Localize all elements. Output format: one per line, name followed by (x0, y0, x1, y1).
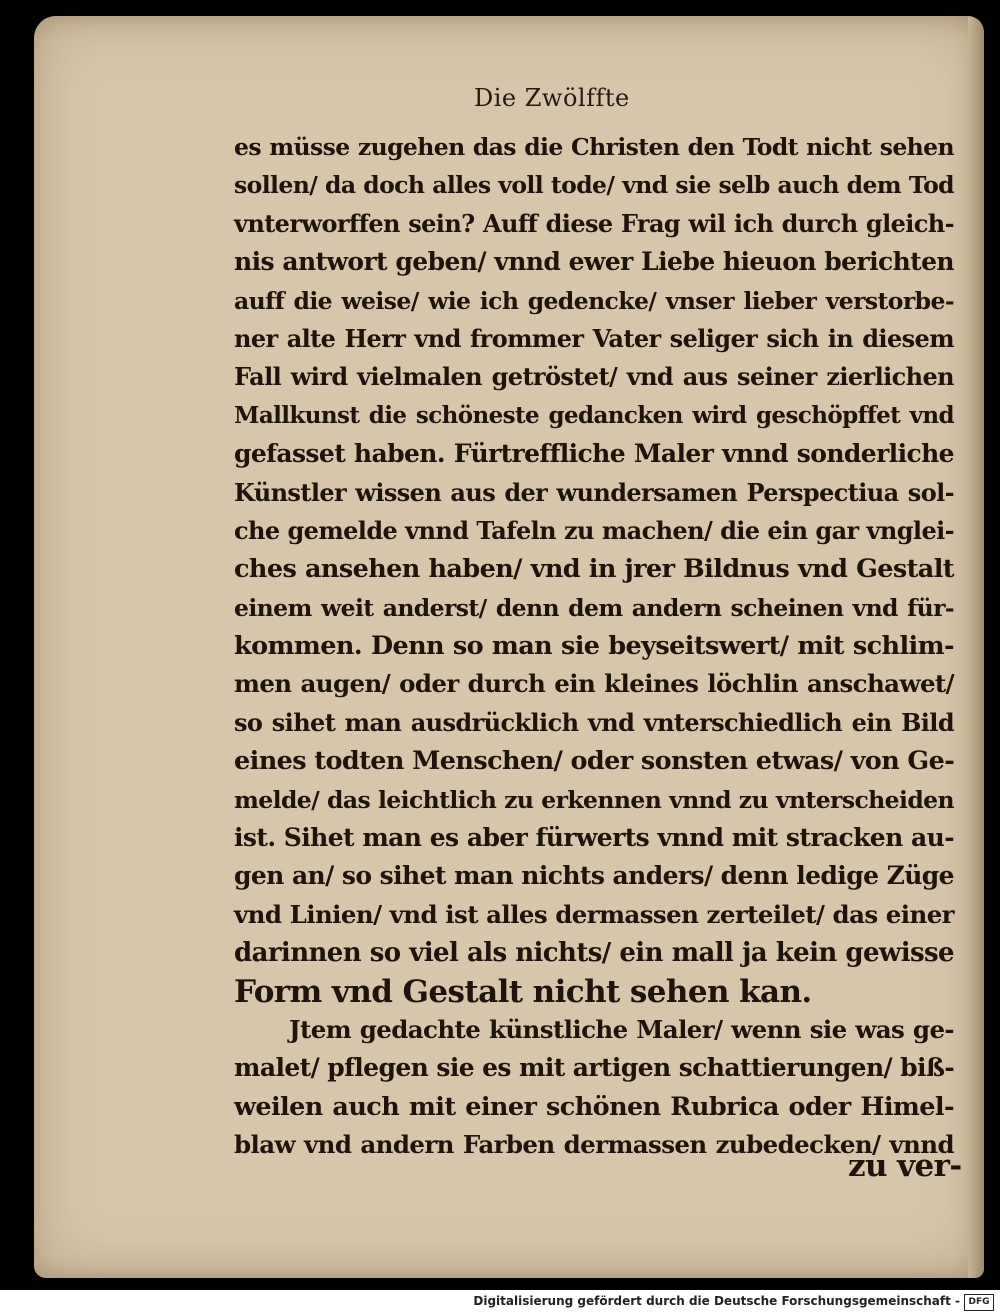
text-line: men augen/ oder durch ein kleines löchlin anschawet/ (234, 669, 954, 699)
text-line: ist. Sihet man es aber fürwerts vnnd mit stracken au- (234, 823, 954, 853)
text-line: melde/ das leichtlich zu erkennen vnnd zu vnterscheiden (234, 785, 954, 814)
dfg-logo-icon: DFG (964, 1294, 994, 1311)
body-text (234, 128, 954, 1165)
footer-bar (0, 1290, 1000, 1313)
text-line-paragraph-end: Form vnd Gestalt nicht sehen kan. (234, 973, 812, 1010)
text-line: vnd Linien/ vnd ist alles dermassen zerteilet/ das einer (234, 899, 954, 929)
text-line-paragraph-start: Jtem gedachte künstliche Maler/ wenn sie was ge- (289, 1014, 954, 1044)
text-line: vnterworffen sein? Auff diese Frag wil ich durch gleich- (234, 208, 954, 238)
text-line: es müsse zugehen das die Christen den Todt nicht sehen (234, 133, 954, 161)
text-line: Künstler wissen aus der wundersamen Perspectiua sol- (234, 477, 954, 507)
text-line: weilen auch mit einer schönen Rubrica oder Himel- (234, 1091, 954, 1122)
catchword: zu ver- (848, 1148, 962, 1184)
text-line: malet/ pflegen sie es mit artigen schattierungen/ biß- (234, 1053, 955, 1083)
running-head: Die Zwölffte (474, 84, 630, 112)
text-line: kommen. Denn so man sie beyseitswert/ mit schlim- (234, 631, 954, 662)
text-line: sollen/ da doch alles voll tode/ vnd sie selb auch dem Tod (234, 171, 954, 200)
text-line: darinnen so viel als nichts/ ein mall ja kein gewisse (234, 938, 954, 969)
text-line: Fall wird vielmalen getröstet/ vnd aus seiner zierlichen (234, 362, 954, 392)
text-line: gen an/ so sihet man nichts anders/ denn ledige Züge (234, 861, 954, 891)
text-line: che gemelde vnnd Tafeln zu machen/ die ein gar vnglei- (234, 515, 954, 545)
text-line: ner alte Herr vnd frommer Vater seliger sich in diesem (234, 323, 954, 353)
text-line: Mallkunst die schöneste gedancken wird geschöpffet vnd (234, 401, 954, 429)
text-line: eines todten Menschen/ oder sonsten etwas/ von Ge- (234, 746, 955, 777)
text-line: auff die weise/ wie ich gedencke/ vnser lieber verstorbe- (234, 286, 954, 315)
text-line: gefasset haben. Fürtreffliche Maler vnnd sonderliche (234, 439, 954, 469)
text-line: einem weit anderst/ denn dem andern scheinen vnd für- (234, 593, 954, 622)
text-line: blaw vnd andern Farben dermassen zubedecken/ vnnd (234, 1130, 954, 1160)
text-line: ches ansehen haben/ vnd in jrer Bildnus vnd Gestalt (234, 554, 954, 585)
page-edge (968, 16, 984, 1278)
text-line: so sihet man ausdrücklich vnd vnterschiedlich ein Bild (234, 707, 954, 737)
text-line: nis antwort geben/ vnnd ewer Liebe hieuon berichten (234, 247, 954, 277)
footer-credit: Digitalisierung gefördert durch die Deutsche Forschungsgemeinschaft - (473, 1294, 960, 1308)
